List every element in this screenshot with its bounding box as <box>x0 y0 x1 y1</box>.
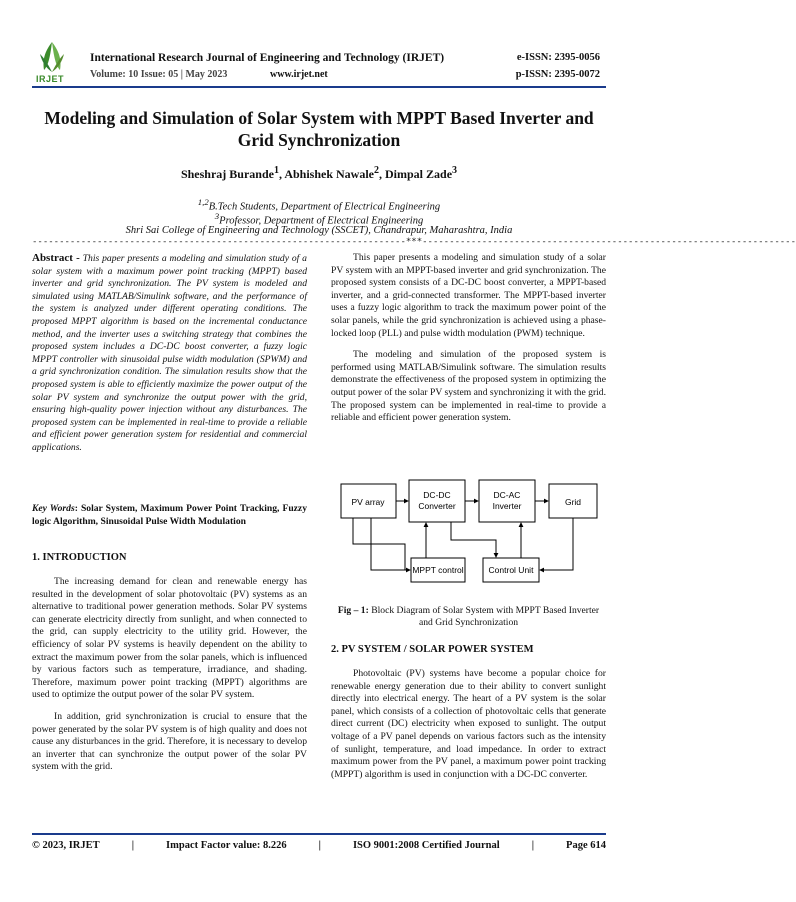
block-diagram <box>331 466 606 596</box>
affiliation-3: Shri Sai College of Engineering and Technology (SSCET), Chandrapur, Maharashtra, India <box>125 225 513 236</box>
keywords-text: : Solar System, Maximum Power Point Tracking, Fuzzy logic Algorithm, Sinusoidal Pulse Width Modulation <box>32 503 307 527</box>
abstract-label: Abstract - <box>32 252 80 264</box>
right-paragraph-2: The modeling and simulation of the proposed system is performed using MATLAB/Simulink software. The simulation results demonstrate the effectiveness of the proposed system in optimizing the output power of the solar PV system and synchronizing it with the grid. The proposed system can be implemented in real-time to provide a reliable and efficient power generation system. <box>331 349 606 424</box>
figure-label: Fig – 1: <box>337 605 369 616</box>
keywords-label: Key Words <box>32 503 75 514</box>
e-issn: e-ISSN: 2395-0056 <box>516 52 600 63</box>
keywords <box>32 503 307 528</box>
intro-text <box>32 576 307 774</box>
abstract <box>32 252 307 455</box>
pv-array-label: PV array <box>351 497 385 507</box>
affiliation-2: $^3$Professor, Department of Electrical Engineering <box>214 211 424 227</box>
separator-line: ---------------------------------------------------------------------***--------------------------------------------------------------------- <box>32 237 796 247</box>
page-header <box>0 0 638 92</box>
intro-paragraph-1: The increasing demand for clean and renewable energy has resulted in the development of solar photovoltaic (PV) systems as an alternative to traditional power generation methods. Solar PV systems can generate electricity directly from sunlight, and when connected to the grid, can supply electricity to the utility grid. However, the efficiency of solar PV systems is heavily dependent on the ability to extract the maximum power from the solar panels, which is influenced by various factors such as temperature, irradiance, and shading. Therefore, maximum power point tracking (MPPT) algorithms are used to optimize the output power of the solar PV system. <box>32 576 307 701</box>
author-list: Sheshraj Burande$^1$, Abhishek Nawale$^2$, Dimpal Zade$^3$ <box>180 165 458 181</box>
p-issn: p-ISSN: 2395-0072 <box>515 69 600 80</box>
right-column-text <box>331 252 606 425</box>
dcac-label: DC-AC <box>493 490 521 500</box>
author-name: Sheshraj Burande <box>180 167 274 181</box>
paper-title: Modeling and Simulation of Solar System with MPPT Based Inverter and Grid Synchronization <box>44 108 594 150</box>
impact-factor: Impact Factor value: 8.226 <box>166 840 287 851</box>
abstract-text: This paper presents a modeling and simulation study of a solar system with a maximum power point tracking (MPPT) based inverter and grid synchronization. The PV system is modeled and simulated using MATLAB/Simulink software, and the performance of the system is analyzed under different operating conditions. The proposed MPPT algorithm is based on the incremental conductance method, and the inverter uses a switching strategy that combines the proposed system includes a DC-DC boost converter, a fuzzy logic MPPT controller with sinusoidal pulse width modulation (SPWM) and a grid synchronization condition. The simulation results show that the proposed system is able to efficiently maximize the power output of the solar PV system and synchronize the output power with the grid, ensuring high-quality power injection without any disturbances. The proposed system can be implemented in real-time to provide a reliable and efficient power generation system for residential and commercial applications. <box>32 253 307 453</box>
logo-text: IRJET <box>36 74 65 84</box>
page-number: Page 614 <box>566 840 606 851</box>
grid-label: Grid <box>564 497 582 507</box>
dcac-label-2: Inverter <box>492 501 522 511</box>
right-paragraph-1: This paper presents a modeling and simulation study of a solar PV system with an MPPT-based inverter and grid synchronization. The proposed system consists of a DC-DC boost converter, a MPPT-based inverter, and a grid-connected transformer. The MPPT-based inverter uses a fuzzy logic algorithm to track the maximum power point of the solar panels, while the grid synchronization is achieved using a phase-locked loop (PLL) and pulse width modulation (PWM) technique. <box>331 252 606 339</box>
dcdc-label: DC-DC <box>423 490 451 500</box>
footer-divider <box>32 833 606 835</box>
section-1-heading: 1. INTRODUCTION <box>32 552 127 563</box>
section-2-heading: 2. PV SYSTEM / SOLAR POWER SYSTEM <box>331 644 534 655</box>
author-name: Abhishek Nawale <box>284 167 375 181</box>
control-label: Control Unit <box>488 565 534 575</box>
copyright: © 2023, IRJET <box>32 840 100 851</box>
journal-title: International Research Journal of Engineering and Technology (IRJET) <box>90 52 445 64</box>
intro-paragraph-2: In addition, grid synchronization is crucial to ensure that the power generated by the solar PV system is of high quality and does not cause any disturbances in the grid. Therefore, it is necessary to develop an inverter that can synchronize the output power of the solar PV system with the grid. <box>32 710 307 773</box>
section-2-paragraph: Photovoltaic (PV) systems have become a popular choice for renewable energy generation due to their ability to convert sunlight directly into electrical energy. The heart of a PV system is the solar panel, which consists of a collection of photovoltaic cells that generate direct current (DC) electricity when exposed to sunlight. The output voltage of a PV panel depends on various factors such as the intensity of sunlight, temperature, and load impedance. In order to extract maximum power from the PV panel, a maximum power point tracking (MPPT) algorithm is used in conjunction with a DC-DC converter. <box>331 668 606 780</box>
affiliation-1: $^{1,2}$B.Tech Students, Department of Electrical Engineering <box>197 197 441 213</box>
header-divider <box>32 86 606 88</box>
page-footer: © 2023, IRJET | Impact Factor value: 8.226 | ISO 9001:2008 Certified Journal | Page 614 <box>32 840 606 851</box>
volume-issue: Volume: 10 Issue: 05 | May 2023 <box>90 69 228 80</box>
dcdc-label-2: Converter <box>418 501 456 511</box>
figure-caption: Fig – 1: Block Diagram of Solar System with MPPT Based Inverter and Grid Synchronization <box>337 605 600 628</box>
section-2-text <box>331 668 606 781</box>
author-name: Dimpal Zade <box>385 167 453 181</box>
iso-certification: ISO 9001:2008 Certified Journal <box>352 840 500 851</box>
mppt-label: MPPT control <box>412 565 464 575</box>
journal-website-link[interactable]: www.irjet.net <box>270 69 328 80</box>
